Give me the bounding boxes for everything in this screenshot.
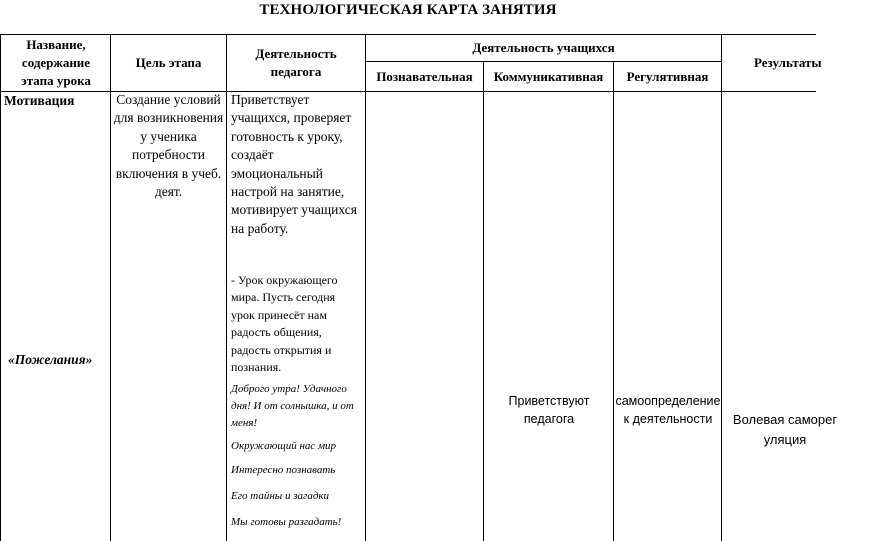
header-result: Результаты [754,55,822,70]
communicative-activity: Приветствуют педагога [508,394,590,426]
header-stage: Название, содержание этапа урока [21,37,91,88]
result: Волевая саморегуляция [732,412,838,447]
poem-line-3: Интересно познавать [231,464,336,476]
regulative-activity: самоопределение к деятельности [615,394,721,426]
header-goal: Цель этапа [135,55,202,70]
subheader-communicative: Коммуникативная [493,68,604,84]
subheader-regulative: Регулятивная [626,68,709,84]
teacher-speech: - Урок окружающего мира. Пусть сегодня урок принесёт нам радость общения, радость открытия и познания. [231,273,338,375]
header-teacher: Деятельность педагога [255,46,337,79]
page-title: ТЕХНОЛОГИЧЕСКАЯ КАРТА ЗАНЯТИЯ [259,2,557,18]
stage-subtitle: «Пожелания» [8,352,93,367]
subheader-cognitive: Познавательная [376,68,473,84]
stage-goal: Создание условий для возникновения у ученика потребности включения в учеб. деят. [113,92,224,200]
poem-line-1: Доброго утра! Удачного дня! И от солнышка, и от меня! [231,383,354,429]
poem-line-5: Мы готовы разгадать! [231,516,342,528]
poem-line-2: Окружающий нас мир [231,440,337,452]
stage-name: Мотивация [4,93,75,108]
header-students: Деятельность учащихся [472,40,615,55]
teacher-activity: Приветствует учащихся, проверяет готовность к уроку, создаёт эмоциональный настрой на занятие, мотивирует учащихся на работу. [231,92,357,236]
poem-line-4: Его тайны и загадки [231,490,330,502]
